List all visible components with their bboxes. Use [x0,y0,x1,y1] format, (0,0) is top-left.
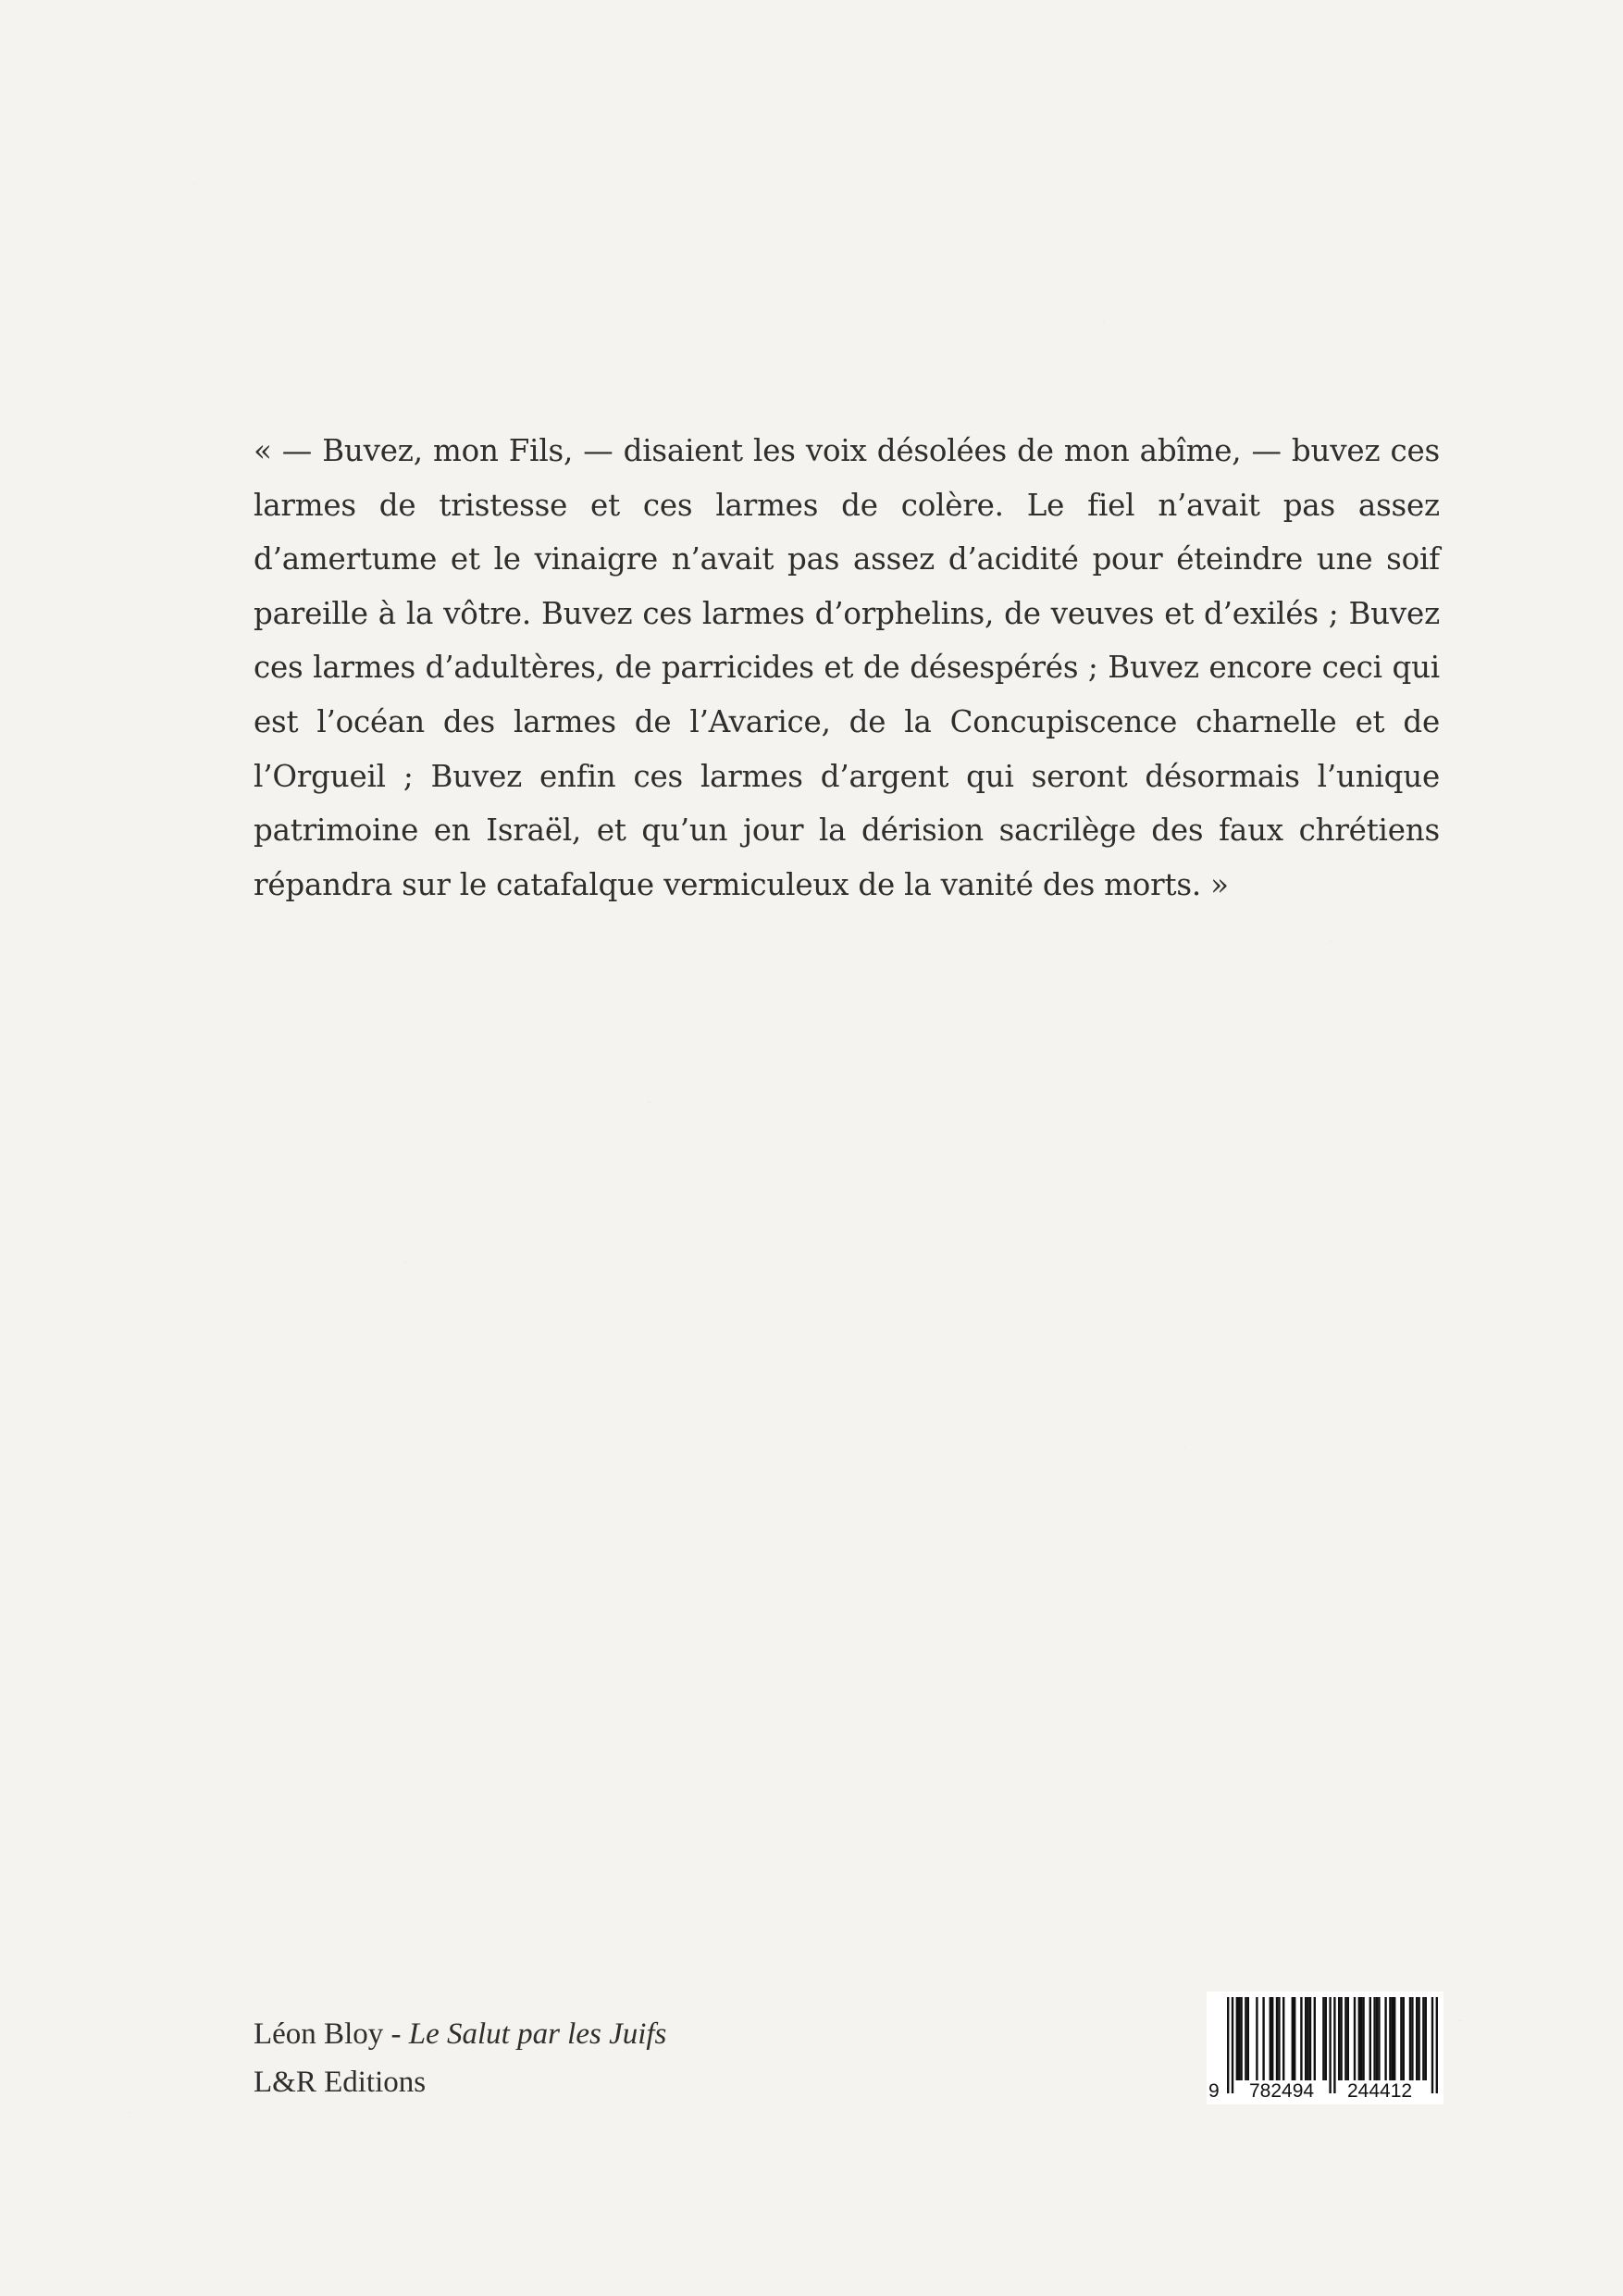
barcode-bar-41 [1400,1997,1402,2080]
barcode-bar-10 [1271,1997,1273,2080]
barcode-left-group: 782494 [1249,2080,1315,2102]
barcode-bar-24 [1333,1997,1335,2093]
barcode-bar-7 [1256,1997,1258,2080]
barcode-bar-27 [1344,1997,1346,2080]
barcode-bar-25 [1338,1997,1340,2080]
barcode-bar-4 [1240,1997,1242,2080]
isbn-barcode [1207,1992,1443,2104]
barcode-bar-37 [1384,1997,1386,2080]
barcode-bar-35 [1376,1997,1378,2080]
barcode-digits [1207,2080,1443,2103]
back-cover-quote: « — Buvez, mon Fils, — disaient les voix désolées de mon abîme, — buvez ces larmes de tristesse et ces larmes de colère. Le fiel n’avait pas assez d’amertume et le vinaigre n’avait pas assez d’acidité pour éteindre une soif pareille à la vôtre. Buvez ces larmes d’orphelins, de veuves et d’exilés ; Buvez ces larmes d’adultères, de parricides et de désespérés ; Buvez encore ceci qui est l’océan des larmes de l’Avarice, de la Concupiscence charnelle et de l’Orgueil ; Buvez enfin ces larmes d’argent qui seront désormais l’unique patrimoine en Israël, et qu’un jour la dérision sacrilège des faux chrétiens répandra sur le catafalque vermiculeux de la vanité des morts. » [254,433,1440,902]
barcode-bar-15 [1294,1997,1295,2080]
barcode-right-group: 244412 [1347,2080,1413,2102]
barcode-bar-19 [1309,1997,1311,2080]
barcode-first-digit: 9 [1208,2080,1220,2102]
barcode-bar-3 [1238,1997,1240,2080]
barcode-bar-1 [1232,1997,1233,2093]
barcode-bar-16 [1300,1997,1302,2080]
author-title-separator: - [383,2017,409,2051]
barcode-bar-50 [1436,1997,1438,2093]
barcode-bar-8 [1262,1997,1264,2080]
barcode-bar-21 [1322,1997,1324,2080]
barcode-bar-47 [1422,1997,1424,2080]
barcode-bar-9 [1270,1997,1271,2080]
barcode-bar-46 [1418,1997,1419,2080]
book-title: Le Salut par les Juifs [408,2017,667,2051]
author-title-line [254,2010,666,2058]
barcode-bar-48 [1425,1997,1427,2080]
colophon [254,2010,666,2106]
publisher-name: L&R Editions [254,2066,427,2099]
barcode-bar-13 [1282,1997,1284,2080]
barcode-bar-26 [1340,1997,1342,2080]
barcode-bar-23 [1329,1997,1331,2093]
barcode-bar-0 [1227,1997,1229,2093]
barcode-bar-39 [1392,1997,1394,2080]
barcode-bar-5 [1245,1997,1246,2080]
barcode-bar-33 [1369,1997,1371,2080]
barcode-bar-12 [1278,1997,1280,2080]
barcode-bar-14 [1292,1997,1294,2080]
barcode-bar-38 [1389,1997,1391,2080]
barcode-bar-45 [1416,1997,1418,2080]
barcode-bar-44 [1411,1997,1413,2080]
barcode-bar-31 [1360,1997,1362,2080]
barcode-bar-49 [1431,1997,1433,2093]
barcode-bar-11 [1276,1997,1278,2080]
barcode-bar-29 [1354,1997,1356,2080]
barcode-bar-17 [1305,1997,1307,2080]
barcode-bar-43 [1409,1997,1411,2080]
author-name: Léon Bloy [254,2017,384,2051]
barcode-bar-42 [1403,1997,1405,2080]
barcode-bar-18 [1307,1997,1308,2080]
barcode-bar-32 [1362,1997,1364,2080]
barcode-bar-34 [1373,1997,1375,2080]
barcode-bar-28 [1347,1997,1349,2080]
barcode-bar-36 [1378,1997,1380,2080]
barcode-bar-6 [1247,1997,1249,2080]
barcode-bar-20 [1314,1997,1316,2080]
barcode-bar-2 [1236,1997,1238,2080]
barcode-bar-22 [1325,1997,1327,2080]
barcode-bar-30 [1358,1997,1360,2080]
barcode-bar-40 [1394,1997,1395,2080]
